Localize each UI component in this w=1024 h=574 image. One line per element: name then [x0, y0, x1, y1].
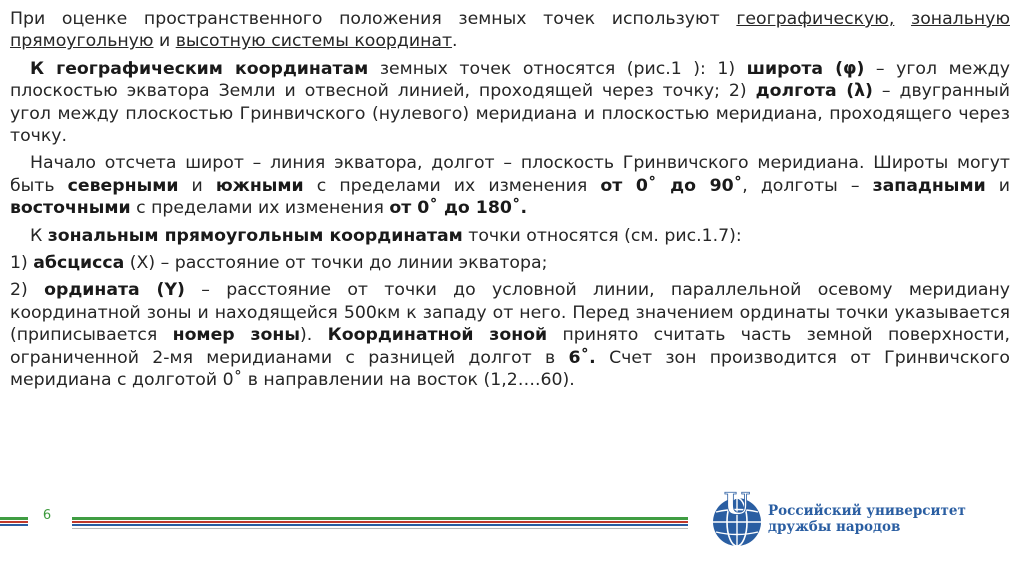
- paragraph-ordinate: [10, 279, 1010, 391]
- footer-stripe-blue-left: [0, 524, 28, 526]
- slide-body: [10, 8, 1010, 397]
- text: – расстояние от точки до условной линии, параллельной осевому меридиану координатной зоны и находящейся 500км к западу от него. Перед значением ординаты точки указывается (приписывается: [10, 280, 1011, 346]
- term-zonal: зональную прямоугольную: [10, 9, 1010, 52]
- paragraph-intro: [10, 8, 1010, 53]
- term-geographic: географическую,: [736, 9, 895, 29]
- text: , долготы –: [742, 175, 873, 196]
- text: – двугранный угол между плоскостью Гринвичского (нулевого) меридиана и плоскостью меридиана, проходящего через точку.: [10, 81, 1010, 147]
- text: При оценке пространственного положения земных точек используют: [10, 9, 737, 29]
- bold-term: абсцисса: [33, 253, 125, 274]
- bold-term: широта (φ): [746, 58, 865, 79]
- university-name: [768, 503, 966, 535]
- text: Счет зон производится от Гринвичского меридиана с долготой 0˚ в направлении на восток (1,2….60).: [10, 347, 1010, 391]
- text: (Х) – расстояние от точки до линии экватора;: [124, 253, 548, 274]
- footer-stripe-red: [72, 521, 688, 523]
- text: принято считать часть земной поверхности, ограниченной 2-мя меридианами с разницей долгот в: [10, 325, 1011, 368]
- bold-term: зональным прямоугольным координатам: [47, 225, 463, 246]
- bold-term: от 0˚ до 180˚.: [389, 198, 528, 219]
- footer-stripe-green: [72, 517, 688, 520]
- bold-term: от 0˚ до 90˚: [600, 175, 743, 196]
- bold-term: номер зоны: [172, 325, 300, 346]
- text: точки относятся (см. рис.1.7):: [462, 225, 742, 246]
- text: с пределами их изменения: [130, 198, 390, 219]
- bold-term: К географическим координатам: [30, 58, 369, 79]
- bold-term: северными: [67, 175, 179, 196]
- paragraph-zonal: [10, 225, 1010, 247]
- footer-stripe-gray: [72, 528, 688, 529]
- footer-stripe-red-left: [0, 521, 28, 523]
- text: и: [985, 175, 1010, 196]
- paragraph-geographic: [10, 58, 1010, 148]
- bold-term: восточными: [10, 198, 131, 219]
- text: [894, 9, 911, 29]
- university-name-line1: Российский университет: [768, 503, 966, 519]
- bold-term: ордината (Y): [44, 280, 185, 301]
- text: 2): [10, 280, 45, 301]
- bold-term: долгота (λ): [755, 81, 873, 102]
- logo-letter: U: [723, 490, 751, 522]
- text: с пределами их изменения: [303, 175, 601, 196]
- university-name-line2: дружбы народов: [768, 519, 901, 535]
- text: ).: [300, 325, 328, 346]
- text: Начало отсчета широт – линия экватора, долгот – плоскость Гринвичского меридиана. Широты могут быть: [10, 153, 1010, 196]
- text: и: [153, 31, 176, 52]
- university-logo-icon: [706, 490, 768, 552]
- paragraph-ranges: [10, 152, 1010, 219]
- paragraph-abscissa: [10, 252, 1010, 274]
- bold-term: Координатной зоной: [327, 325, 548, 346]
- text: земных точек относятся (рис.1 ): 1): [368, 58, 747, 79]
- text: .: [452, 31, 458, 52]
- footer-stripe-green-left: [0, 517, 28, 520]
- bold-term: западными: [872, 175, 986, 196]
- term-altitude: высотную системы координат: [175, 31, 453, 52]
- page-number: 6: [42, 508, 52, 523]
- bold-term: южными: [215, 175, 304, 196]
- text: К: [30, 225, 48, 246]
- text: – угол между плоскостью экватора Земли и отвесной линией, проходящей через точку; 2): [10, 58, 1010, 102]
- text: и: [178, 175, 216, 196]
- footer-stripe-blue: [72, 524, 688, 526]
- text: 1): [10, 253, 34, 274]
- bold-term: 6˚.: [568, 347, 596, 368]
